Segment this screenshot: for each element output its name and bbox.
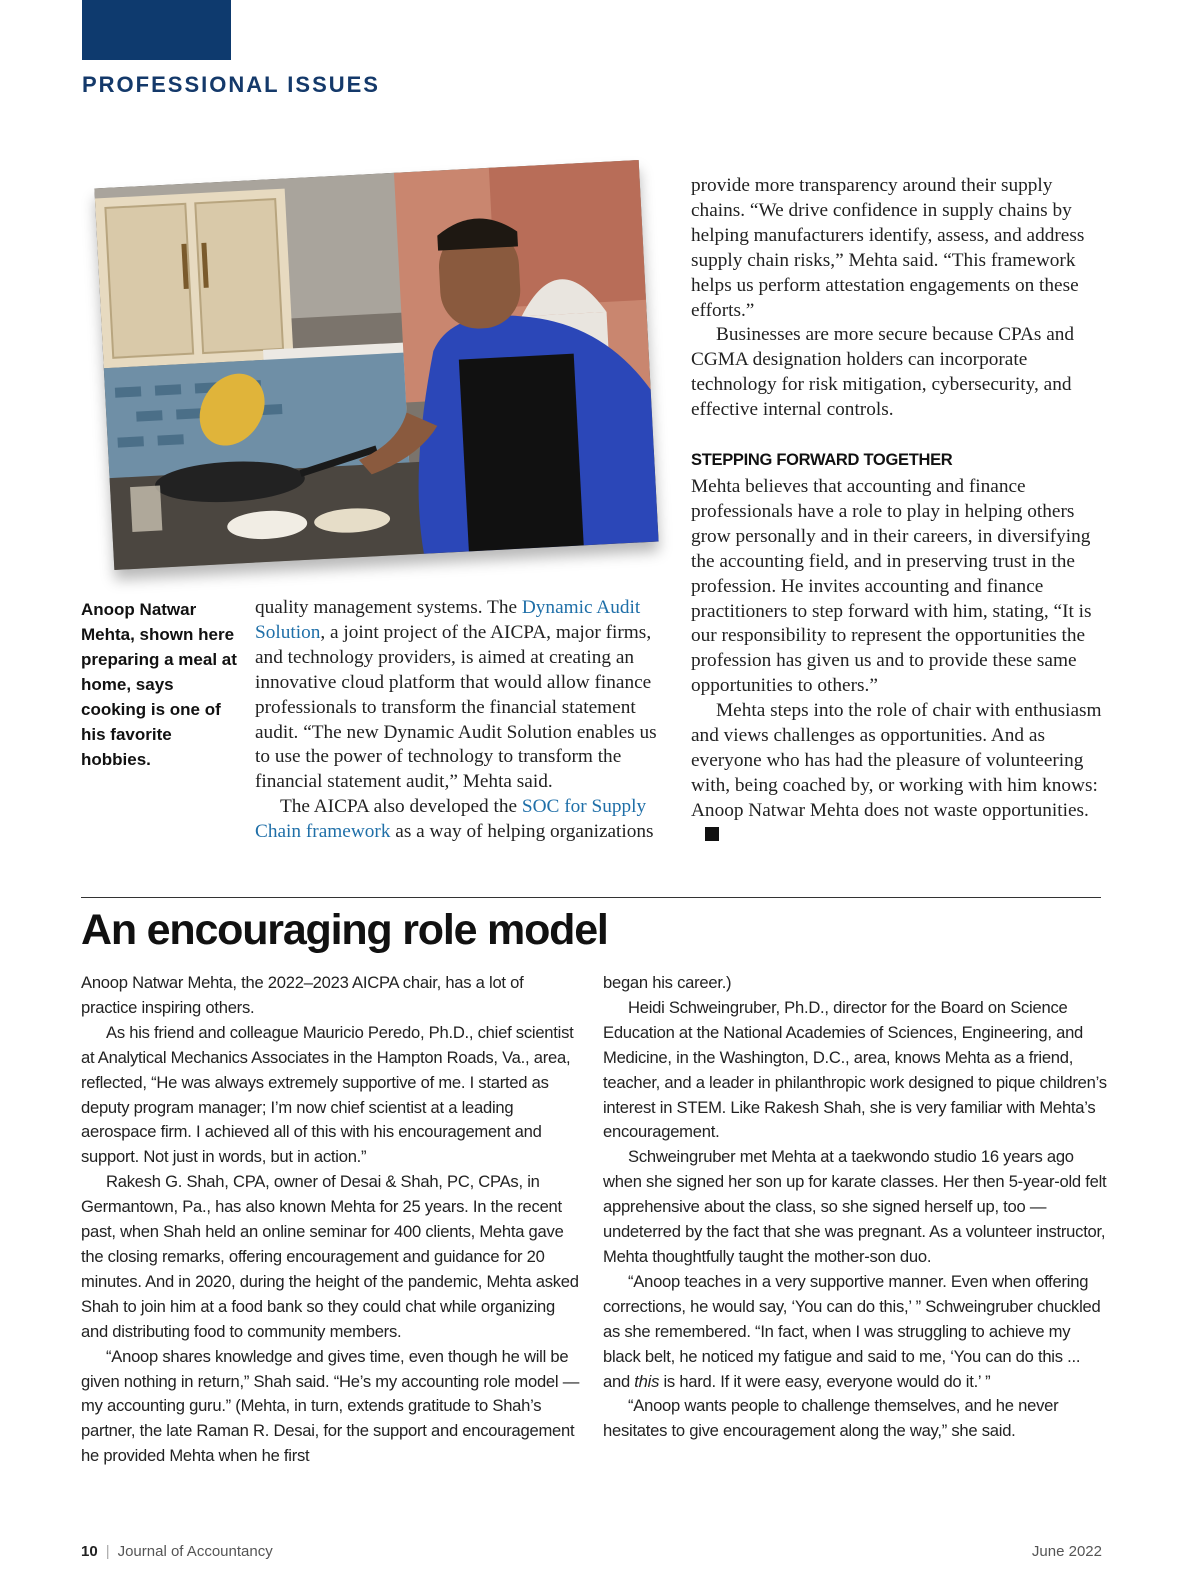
sidebar-paragraph: “Anoop wants people to challenge themselves, and he never hesitates to give encouragement along the way,” she said.	[603, 1396, 1059, 1441]
sidebar-paragraph: As his friend and colleague Mauricio Peredo, Ph.D., chief scientist at Analytical Mechanics Associates in the Hampton Roads, Va., area, reflected, “He was always extremely supportive of me. I started as deputy program manager; I’m now chief scientist at a leading aerospace firm. I achieved all of this with his encouragement and support. Not just in words, but in action.”	[81, 1022, 574, 1167]
article-photo	[94, 160, 658, 570]
article-paragraph: Businesses are more secure because CPAs and CGMA designation holders can incorporate technology for risk mitigation, cybersecurity, and effective internal controls.	[691, 324, 1075, 421]
article-paragraph	[691, 699, 1106, 848]
soc-supply-chain-link[interactable]: SOC for Supply Chain framework	[255, 796, 647, 843]
dynamic-audit-solution-link[interactable]: Dynamic Audit Solution	[255, 597, 641, 643]
text-run: “Anoop teaches in a very supportive manner. Even when offering corrections, he would say, ‘You can do this,’ ” Schweingruber chuckled as she remembered. “In fact, when I was struggling to achieve my black belt, he noticed my fatigue and said to me, ‘You can do this ... and	[603, 1271, 1101, 1391]
man-cooking-photo	[94, 160, 658, 570]
text-run: The AICPA also developed the	[280, 796, 522, 818]
section-tab-bar	[82, 0, 231, 60]
article-paragraph	[255, 795, 665, 845]
article-paragraph	[255, 596, 665, 795]
section-label: PROFESSIONAL ISSUES	[82, 72, 380, 97]
text-run: , a joint project of the AICPA, major firms, and technology providers, is aimed at creating an innovative cloud platform that would allow finance professionals to transform the financial statement audit. “The new Dynamic Audit Solution enables us to use the power of technology to transform the financial statement audit,” Mehta said.	[255, 621, 657, 793]
sidebar-headline: An encouraging role model	[81, 906, 608, 954]
section-divider	[81, 897, 1101, 898]
sidebar-paragraph: Rakesh G. Shah, CPA, owner of Desai & Shah, PC, CPAs, in Germantown, Pa., has also known Mehta for 25 years. In the recent past, when Shah held an online seminar for 400 clients, Mehta gave the closing remarks, offering encouragement and guidance for 20 minutes. And in 2020, during the height of the pandemic, Mehta asked Shah to join him at a food bank so they could chat while organizing and distributing food to community members.	[81, 1172, 579, 1341]
sidebar-paragraph: Anoop Natwar Mehta, the 2022–2023 AICPA chair, has a lot of practice inspiring others.	[81, 973, 524, 1017]
text-run: Mehta steps into the role of chair with enthusiasm and views challenges as opportunities. And as everyone who has had the pleasure of volunteering with, being coached by, or working with him knows: Anoop Natwar Mehta does not waste opportunities.	[691, 700, 1102, 821]
sidebar-paragraph: Schweingruber met Mehta at a taekwondo studio 16 years ago when she signed her son up for karate classes. Her then 5-year-old felt apprehensive about the class, so she signed herself up, too — undeterred by the fact that she was pregnant. As a volunteer instructor, Mehta thoughtfully taught the mother-son duo.	[603, 1147, 1107, 1266]
article-column-middle	[255, 596, 665, 845]
article-paragraph: provide more transparency around their supply chains. “We drive confidence in supply chains by helping manufacturers identify, assess, and address supply chain risks,” Mehta said. “This framework helps us perform attestation engagements on these efforts.”	[691, 175, 1085, 321]
end-mark-icon	[705, 827, 719, 841]
text-run: is hard. If it were easy, everyone would do it.’ ”	[659, 1371, 991, 1391]
section-subhead: STEPPING FORWARD TOGETHER	[691, 451, 953, 470]
footer-separator: |	[105, 1543, 110, 1560]
sidebar-column-left	[81, 971, 581, 1469]
article-column-right	[691, 174, 1106, 849]
sidebar-paragraph	[603, 1270, 1108, 1395]
issue-date: June 2022	[1031, 1543, 1102, 1560]
page-footer	[81, 1543, 273, 1560]
text-run: as a way of helping organizations	[390, 821, 654, 843]
article-paragraph: Mehta believes that accounting and finance professionals have a role to play in helping others grow personally and in their careers, in diversifying the accounting field, and in preserving trust in the profession. He invites accounting and finance practitioners to step forward with him, stating, “It is our responsibility to represent the opportunities the profession has given us and to provide these same opportunities to others.”	[691, 475, 1092, 697]
publication-name: Journal of Accountancy	[117, 1543, 273, 1560]
sidebar-paragraph: began his career.)	[603, 973, 732, 992]
sidebar-column-right	[603, 971, 1108, 1444]
emphasis: this	[634, 1371, 660, 1391]
text-run: quality management systems. The	[255, 597, 522, 618]
photo-caption: Anoop Natwar Mehta, shown here preparing a meal at home, says cooking is one of his favorite hobbies.	[81, 600, 237, 769]
sidebar-paragraph: Heidi Schweingruber, Ph.D., director for the Board on Science Education at the National Academies of Sciences, Engineering, and Medicine, in the Washington, D.C., area, knows Mehta as a friend, teacher, and a leader in philanthropic work designed to pique children’s interest in STEM. Like Rakesh Shah, she is very familiar with Mehta’s encouragement.	[603, 997, 1107, 1142]
page-number: 10	[81, 1543, 98, 1560]
sidebar-paragraph: “Anoop shares knowledge and gives time, even though he will be given nothing in return,” Shah said. “He’s my accounting role model — my accounting guru.” (Mehta, in turn, extends gratitude to Shah’s partner, the late Raman R. Desai, for the support and encouragement he provided Mehta when he first	[81, 1346, 580, 1466]
